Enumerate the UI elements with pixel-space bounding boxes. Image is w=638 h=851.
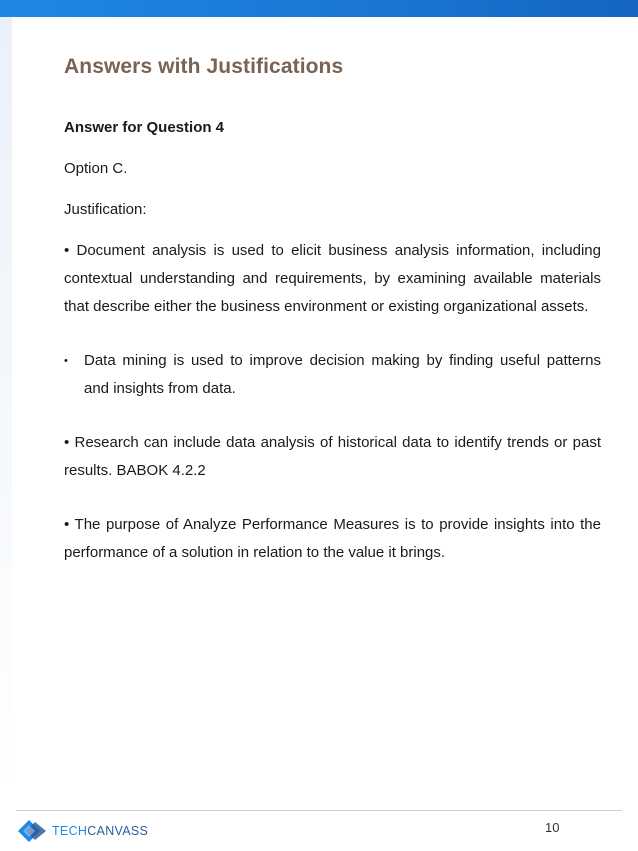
footer-divider xyxy=(16,810,622,811)
answer-content xyxy=(64,114,601,567)
techcanvass-logo-icon xyxy=(14,818,50,844)
page-edge-gradient xyxy=(0,17,12,797)
paragraph-2-text: Data mining is used to improve decision making by finding useful patterns and insights from data. xyxy=(84,352,601,397)
justification-paragraph-2 xyxy=(64,347,601,403)
page-title: Answers with Justifications xyxy=(64,55,344,78)
page-number: 10 xyxy=(545,820,560,835)
justification-label: Justification: xyxy=(64,201,147,218)
logo-wordmark xyxy=(52,824,148,838)
header-band xyxy=(0,0,638,17)
bullet-icon: • xyxy=(64,355,68,367)
justification-paragraph-4: • The purpose of Analyze Performance Measures is to provide insights into the performance of a solution in relation to the value it brings. xyxy=(64,516,601,561)
question-heading: Answer for Question 4 xyxy=(64,119,225,136)
logo-text-canvass: CANVASS xyxy=(87,824,149,838)
logo-text-tech: TECH xyxy=(52,824,88,838)
techcanvass-logo xyxy=(14,817,148,845)
justification-paragraph-3: • Research can include data analysis of historical data to identify trends or past results. BABOK 4.2.2 xyxy=(64,434,601,479)
justification-paragraph-1: • Document analysis is used to elicit business analysis information, including contextual understanding and requirements, by examining available materials that describe either the business environment or existing organizational assets. xyxy=(64,242,601,315)
answer-option: Option C. xyxy=(64,160,128,177)
